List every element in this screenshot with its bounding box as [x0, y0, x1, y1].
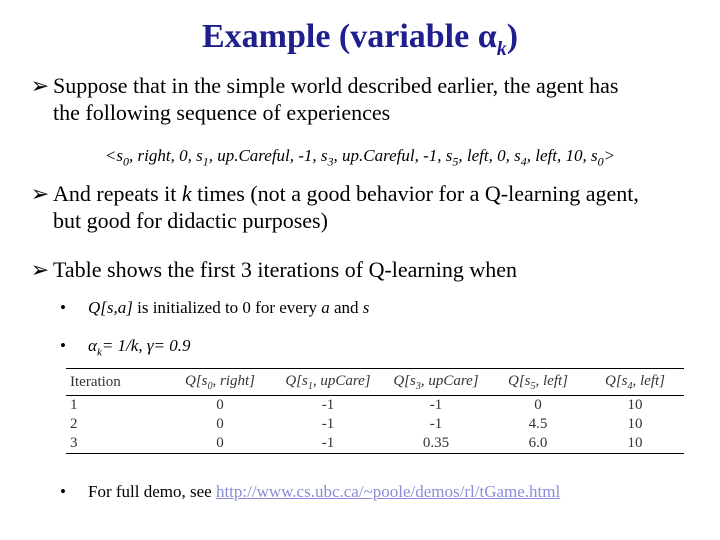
table-cell: 10 [627, 416, 643, 432]
sub-bullet-1 [60, 298, 369, 318]
demo-link[interactable]: http://www.cs.ubc.ca/~poole/demos/rl/tGame.html [215, 482, 561, 501]
sub-bullet-2-text: $\alpha_k= 1/k$, γ= 0.9 [88, 336, 191, 359]
table-cell: -1 [429, 416, 443, 432]
header-iteration: Iteration [66, 369, 166, 396]
table-header-row [66, 369, 684, 396]
experience-sequence: $<s_0$, right, 0, $s_1$, up.Careful, -1, $s_3$, up.Careful, -1, $s_5$, left, 0, $s_4$, left, 10, $s_0>$ [104, 146, 616, 169]
sub-bullet-demo [60, 482, 560, 502]
table-cell: 6.0 [490, 434, 586, 454]
table-cell: 4.5 [528, 416, 548, 432]
bullet-1-line-2: the following sequence of experiences [53, 100, 391, 125]
table-cell: 3 [66, 434, 166, 454]
bullet-1 [30, 72, 618, 126]
table-cell: 10 [627, 397, 643, 413]
dot-bullet-icon: • [60, 298, 66, 317]
table-cell: -1 [429, 397, 443, 413]
header-q-s5-left: $Q[s_5$, left] [490, 369, 586, 396]
arrow-bullet-icon: ➢ [30, 181, 50, 206]
table-row [66, 415, 684, 434]
table-cell: -1 [321, 397, 335, 413]
dot-bullet-icon: • [60, 482, 66, 501]
table-cell: 10 [586, 434, 684, 454]
table-cell: 2 [70, 416, 78, 432]
table-cell: 0 [534, 397, 542, 413]
title-subscript: k [496, 37, 507, 60]
sub-bullet-2 [60, 336, 191, 358]
arrow-bullet-icon: ➢ [30, 73, 50, 98]
table-cell: 1 [70, 397, 78, 413]
table-row [66, 434, 684, 454]
bullet-3 [30, 256, 517, 283]
table-row [66, 396, 684, 416]
demo-text: For full demo, see [88, 482, 216, 501]
title-text: Example (variable α [201, 18, 497, 55]
table-cell: 0 [216, 397, 224, 413]
header-q-s4-left: $Q[s_4$, left] [586, 369, 684, 396]
table-cell: 0 [166, 434, 274, 454]
bullet-2-line-1: And repeats it k times (not a good behavior for a Q-learning agent, [53, 181, 639, 206]
bullet-2-line-2: but good for didactic purposes) [53, 208, 328, 233]
slide-title [0, 18, 720, 61]
title-close: ) [506, 18, 519, 55]
table-cell: 0.35 [382, 434, 490, 454]
header-q-s0-right: $Q[s_0$, right] [166, 369, 274, 396]
table-cell: -1 [274, 434, 382, 454]
table-cell: -1 [321, 416, 335, 432]
bullet-1-line-1: Suppose that in the simple world described earlier, the agent has [53, 73, 619, 98]
header-q-s1-upcare: $Q[s_1$, upCare] [274, 369, 382, 396]
header-q-s3-upcare: $Q[s_3$, upCare] [382, 369, 490, 396]
arrow-bullet-icon: ➢ [30, 257, 50, 282]
bullet-2 [30, 180, 639, 234]
sub-bullet-1-text: Q[s,a] is initialized to 0 for every a and s [88, 298, 370, 317]
q-learning-table [66, 368, 684, 454]
table-cell: 0 [216, 416, 224, 432]
dot-bullet-icon: • [60, 336, 66, 355]
bullet-3-text: Table shows the first 3 iterations of Q-learning when [53, 257, 518, 282]
